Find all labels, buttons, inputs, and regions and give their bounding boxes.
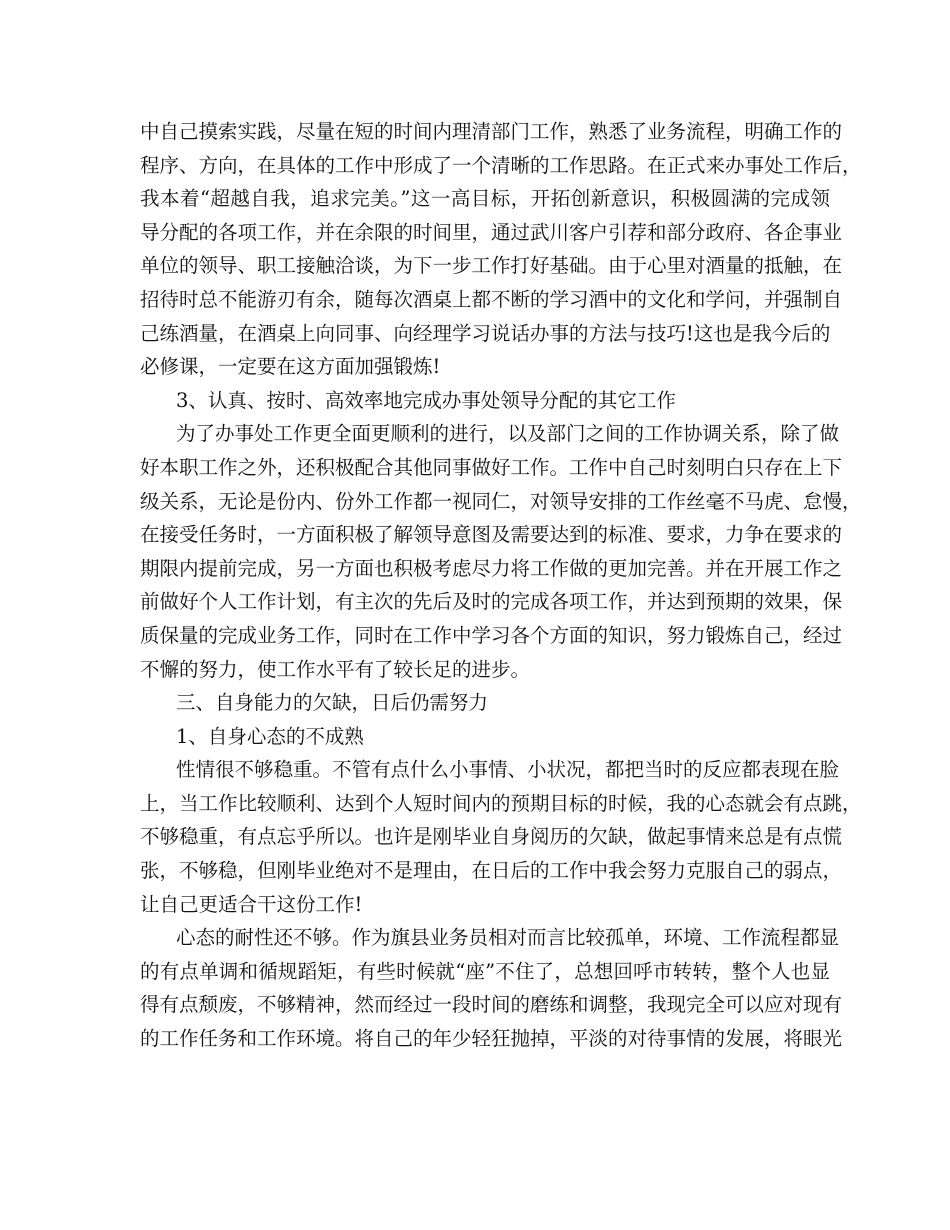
text-line: 不够稳重，有点忘乎所以。也许是刚毕业自身阅历的欠缺，做起事情来总是有点慌 bbox=[140, 825, 843, 849]
text-line: 1、自身心态的不成熟 bbox=[176, 724, 364, 748]
text-line: 得有点颓废，不够精神，然而经过一段时间的磨练和调整，我现完全可以应对现有 bbox=[140, 993, 843, 1017]
text-line: 张，不够稳，但刚毕业绝对不是理由，在日后的工作中我会努力克服自己的弱点， bbox=[140, 859, 843, 883]
paragraph bbox=[140, 115, 862, 384]
text-line: 级关系，无论是份内、份外工作都一视同仁，对领导安排的工作丝毫不马虎、怠慢， bbox=[140, 489, 862, 513]
text-line: 心态的耐性还不够。作为旗县业务员相对而言比较孤单，环境、工作流程都显 bbox=[176, 926, 840, 950]
text-line: 3、认真、按时、高效率地完成办事处领导分配的其它工作 bbox=[176, 388, 676, 412]
paragraph bbox=[140, 384, 830, 418]
text-line: 己练酒量，在酒桌上向同事、向经理学习说话办事的方法与技巧!这也是我今后的 bbox=[140, 321, 831, 345]
paragraph bbox=[140, 921, 843, 1055]
text-line: 单位的领导、职工接触洽谈，为下一步工作打好基础。由于心里对酒量的抵触，在 bbox=[140, 254, 843, 278]
text-line: 为了办事处工作更全面更顺利的进行，以及部门之间的工作协调关系，除了做 bbox=[176, 422, 840, 446]
text-line: 前做好个人工作计划，有主次的先后及时的完成各项工作，并达到预期的效果，保 bbox=[140, 590, 843, 614]
text-line: 三、自身能力的欠缺，日后仍需努力 bbox=[176, 691, 489, 715]
text-line: 好本职工作之外，还积极配合其他同事做好工作。工作中自己时刻明白只存在上下 bbox=[140, 455, 843, 479]
text-line: 程序、方向，在具体的工作中形成了一个清晰的工作思路。在正式来办事处工作后， bbox=[140, 153, 862, 177]
text-line: 性情很不够稳重。不管有点什么小事情、小状况，都把当时的反应都表现在脸 bbox=[176, 758, 840, 782]
text-line: 质保量的完成业务工作，同时在工作中学习各个方面的知识，努力锻炼自己，经过 bbox=[140, 623, 843, 647]
text-line: 中自己摸索实践，尽量在短的时间内理清部门工作，熟悉了业务流程，明确工作的 bbox=[140, 120, 843, 143]
text-line: 上，当工作比较顺利、达到个人短时间内的预期目标的时候，我的心态就会有点跳， bbox=[140, 791, 862, 815]
body-text bbox=[140, 115, 862, 1056]
paragraph bbox=[140, 686, 830, 720]
text-line: 导分配的各项工作，并在余限的时间里，通过武川客户引荐和部分政府、各企事业 bbox=[140, 220, 843, 244]
text-line: 必修课，一定要在这方面加强锻炼! bbox=[140, 355, 441, 379]
text-line: 让自己更适合干这份工作! bbox=[140, 892, 363, 916]
text-line: 的有点单调和循规蹈矩，有些时候就“座”不住了，总想回呼市转转，整个人也显 bbox=[140, 959, 830, 983]
text-line: 招待时总不能游刃有余，随每次酒桌上都不断的学习酒中的文化和学问，并强制自 bbox=[140, 287, 843, 311]
paragraph bbox=[140, 753, 862, 921]
text-line: 在接受任务时，一方面积极了解领导意图及需要达到的标准、要求，力争在要求的 bbox=[140, 523, 843, 547]
paragraph bbox=[140, 720, 830, 754]
text-line: 的工作任务和工作环境。将自己的年少轻狂抛掉，平淡的对待事情的发展，将眼光 bbox=[140, 1027, 843, 1051]
text-line: 我本着“超越自我，追求完美。”这一高目标，开拓创新意识，积极圆满的完成领 bbox=[140, 187, 830, 211]
text-line: 期限内提前完成，另一方面也积极考虑尽力将工作做的更加完善。并在开展工作之 bbox=[140, 556, 843, 580]
paragraph bbox=[140, 417, 862, 686]
text-line: 不懈的努力，使工作水平有了较长足的进步。 bbox=[140, 657, 531, 681]
